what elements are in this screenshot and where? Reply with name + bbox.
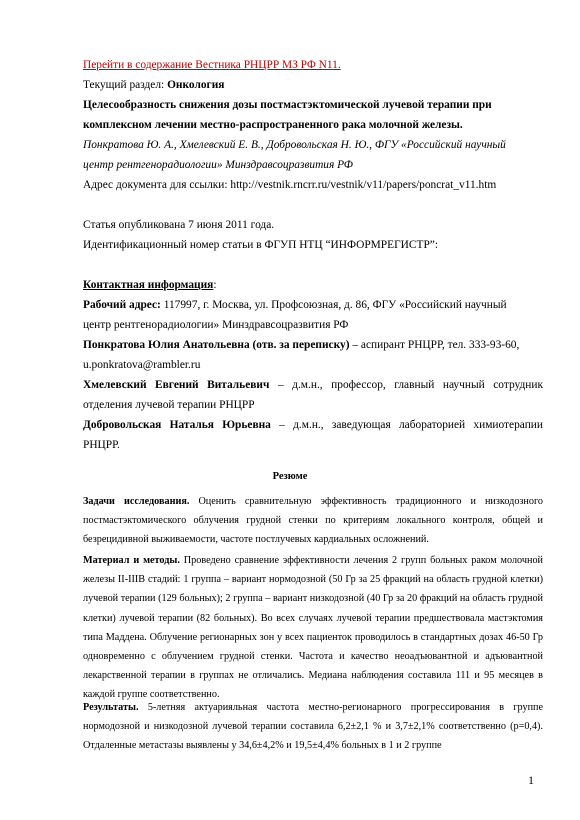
methods-text: Проведено сравнение эффективности лечения 2 групп больных раком молочной железы II-IIIВ стадий: 1 группа – вариант нормодозной (50 Гр за 25 фракций на область грудной клетки) лучевой терапии (129 больных); 2 группа – вариант низкодозной (40 Гр за 20 фракций на область грудной клетки) лучевой терапии (82 больных). Во всех случаях лучевой терапии предшествовала мастэктомия типа Маддена. Облучение регионарных зон у всех пациенток проводилось в стандартных дозах 46-50 Гр одновременно с облучением грудной стенки. Частота и качество неоадъювантной и адъювантной лекарственной терапии в группах не отличались. Медиана наблюдения составила 111 и 95 месяцев в каждой группе соответственно. — [83, 555, 543, 701]
contacts-heading-colon: : — [213, 279, 217, 291]
toc-link-text[interactable]: Перейти в содержание Вестника РНЦРР МЗ РФ N11. — [83, 59, 341, 71]
abstract-methods — [83, 551, 543, 705]
methods-label: Материал и методы. — [83, 555, 180, 566]
work-address-line-2: центр рентгенорадиологии» Минздравсоцразвития РФ — [83, 319, 349, 331]
work-address-label: Рабочий адрес: — [83, 299, 161, 311]
section-label: Текущий раздел: — [83, 79, 168, 91]
contacts-heading — [83, 275, 543, 295]
work-address-line-1 — [83, 295, 543, 315]
published-date: Статья опубликована 7 июня 2011 года. — [83, 219, 275, 231]
article-title-line-2: комплексном лечении местно-распространенного рака молочной железы. — [83, 119, 463, 131]
contact-person-2-name: Хмелевский Евгений Витальевич — [83, 379, 270, 391]
contact-person-1 — [83, 335, 543, 355]
registration-id: Идентификационный номер статьи в ФГУП НТЦ “ИНФОРМРЕГИСТР”: — [83, 239, 439, 251]
results-label: Результаты. — [83, 702, 139, 713]
section-value: Онкология — [167, 79, 225, 91]
contact-person-2 — [83, 375, 543, 415]
contacts-heading-text: Контактная информация — [83, 279, 214, 291]
contact-person-3-name: Добровольская Наталья Юрьевна — [83, 419, 271, 431]
contact-person-3 — [83, 415, 543, 455]
article-title-line-1: Целесообразность снижения дозы постмастэктомической лучевой терапии при — [83, 99, 492, 111]
abstract-title: Резюме — [272, 471, 308, 482]
toc-link[interactable] — [83, 55, 543, 75]
authors-line-2: центр рентгенорадиологии» Минздравсоцразвития РФ — [83, 159, 353, 171]
work-address-text: 117997, г. Москва, ул. Профсоюзная, д. 86, ФГУ «Российский научный — [160, 299, 507, 311]
results-text: 5-летняя актуарияльная частота местно-регионарного прогрессирования в группе нормодозной и низкодозной лучевой терапии составила 6,2±2,1 % и 3,7±2,1% соответственно (р=0,4). Отдаленные метастазы выявлены у 34,6±4,2% и 19,5±4,4% больных в 1 и 2 группе — [83, 702, 543, 752]
current-section — [83, 75, 543, 95]
abstract-aims — [83, 492, 543, 550]
aims-text: Оценить сравнительную эффективность традиционного и низкодозного постмастэктомического облучения грудной стенки по критериям локального контроля, общей и безрецидивной выживаемости, частоте постлучевых кардиальных осложнений. — [83, 496, 543, 546]
contact-person-3-info: – д.м.н., заведующая лабораторией химиотерапии РНЦРР. — [83, 419, 543, 451]
page-number: 1 — [528, 773, 534, 787]
contact-person-1-name: Понкратова Юлия Анатольевна (отв. за переписку) — [83, 339, 350, 351]
contact-person-2-info: – д.м.н., профессор, главный научный сотрудник отделения лучевой терапии РНЦРР — [83, 379, 543, 411]
contact-person-1-info: – аспирант РНЦРР, тел. 333-93-60, — [349, 339, 520, 351]
aims-label: Задачи исследования. — [83, 496, 190, 507]
document-address: Адрес документа для ссылки: http://vestnik.rncrr.ru/vestnik/v11/papers/poncrat_v11.htm — [83, 179, 497, 191]
authors-line-1: Понкратова Ю. А., Хмелевский Е. В., Добровольская Н. Ю., ФГУ «Российский научный — [83, 139, 506, 151]
abstract-results — [83, 698, 543, 756]
contact-person-1-email: u.ponkratova@rambler.ru — [83, 359, 201, 371]
